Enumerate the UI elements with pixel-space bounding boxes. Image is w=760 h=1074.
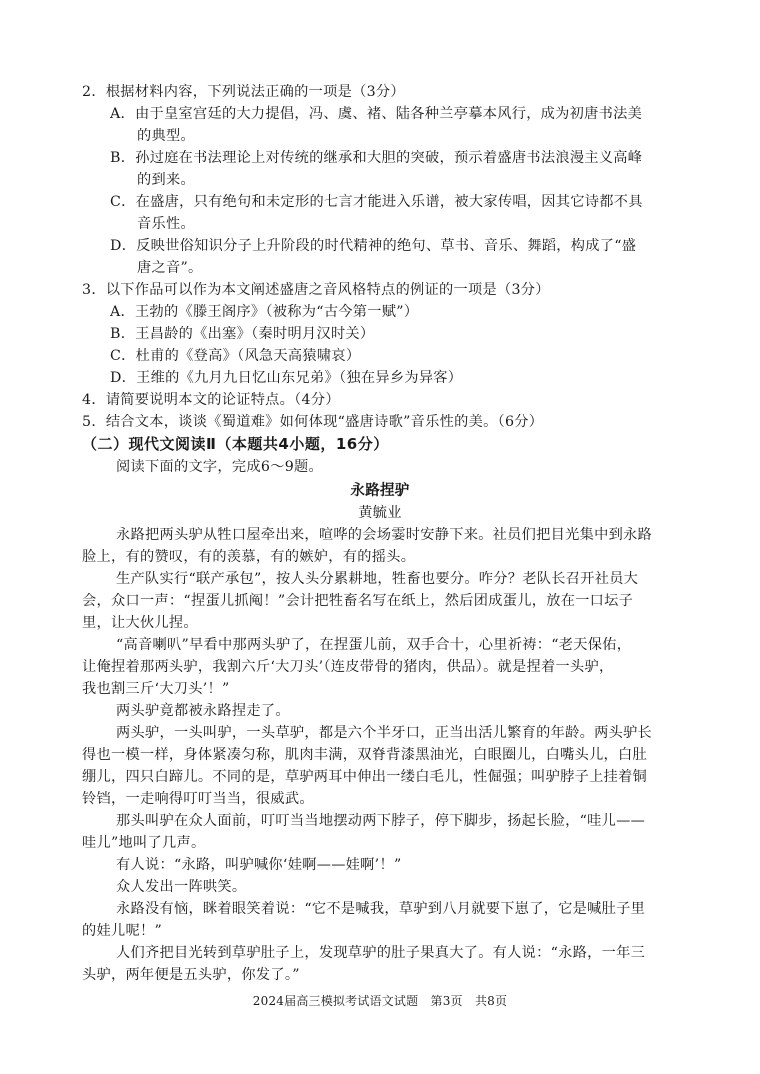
paragraph-9-line2: 的娃儿呢！” — [82, 923, 162, 939]
story-title: 永路捏驴 — [350, 483, 410, 499]
paragraph-2-line2: 会，众口一声：“捏蛋儿抓阄！”会计把牲畜名写在纸上，然后团成蛋儿，放在一口坛子 — [82, 593, 634, 609]
q2-option-d-line2: 唐之音”。 — [137, 260, 203, 276]
question-3-stem: 3．以下作品可以作为本文阐述盛唐之音风格特点的例证的一项是（3分） — [82, 282, 550, 298]
page-footer: 2024届高三模拟考试语文试题 第3页 共8页 — [252, 994, 508, 1008]
paragraph-9-line1: 永路没有恼，眯着眼笑着说：“它不是喊我，草驴到八月就要下崽了，它是喊肚子里 — [116, 901, 646, 917]
paragraph-2-line1: 生产队实行“联产承包”，按人头分累耕地，牲畜也要分。咋分？老队长召开社员大 — [116, 571, 639, 587]
paragraph-8: 众人发出一阵哄笑。 — [116, 879, 247, 895]
paragraph-3-line1: “高音喇叭”早看中那两头驴了，在捏蛋儿前，双手合十，心里祈祷：“老天保佑， — [116, 637, 632, 653]
paragraph-5-line1: 两头驴，一头叫驴，一头草驴，都是六个半牙口，正当出活儿繁育的年龄。两头驴长 — [116, 725, 653, 741]
q2-option-b-line1: B．孙过庭在书法理论上对传统的继承和大胆的突破，预示着盛唐书法浪漫主义高峰 — [110, 150, 643, 166]
paragraph-7: 有人说：“永路，叫驴喊你‘娃啊——娃啊’！” — [116, 857, 402, 873]
paragraph-1-line1: 永路把两头驴从牲口屋牵出来，喧哗的会场霎时安静下来。社员们把目光集中到永路 — [116, 527, 653, 543]
paragraph-10-line1: 人们齐把目光转到草驴肚子上，发现草驴的肚子果真大了。有人说：“永路，一年三 — [116, 945, 646, 961]
q3-option-a: A．王勃的《滕王阁序》（被称为“古今第一赋”） — [110, 304, 419, 320]
story-author: 黄毓业 — [358, 505, 402, 521]
q2-option-c-line2: 音乐性。 — [137, 216, 195, 232]
q3-option-c: C．杜甫的《登高》（风急天高猿啸哀） — [110, 348, 361, 364]
q3-option-d: D．王维的《九月九日忆山东兄弟》（独在异乡为异客） — [110, 370, 463, 386]
q2-option-c-line1: C．在盛唐，只有绝句和未定形的七言才能进入乐谱，被大家传唱，因其它诗都不具 — [110, 194, 643, 210]
paragraph-6-line1: 那头叫驴在众人面前，叮叮当当地摆动两下脖子，停下脚步，扬起长脸，“哇儿—— — [116, 813, 646, 829]
paragraph-4: 两头驴竟都被永路捏走了。 — [116, 703, 290, 719]
paragraph-2-line3: 里，让大伙儿捏。 — [82, 615, 198, 631]
section-heading: （二）现代文阅读Ⅱ（本题共4小题，16分） — [82, 435, 389, 453]
paragraph-3-line2: 让俺捏着那两头驴，我割六斤‘大刀头’（连皮带骨的猪肉，供品）。就是捏着一头驴， — [82, 659, 614, 675]
question-4: 4．请简要说明本文的论证特点。（4分） — [82, 392, 340, 408]
paragraph-5-line2: 得也一模一样，身体紧凑匀称，肌肉丰满，双脊背漆黑油光，白眼圈儿，白嘴头儿，白肚 — [82, 747, 648, 763]
q3-option-b: B．王昌龄的《出塞》（秦时明月汉时关） — [110, 326, 375, 342]
paragraph-6-line2: 哇儿”地叫了几声。 — [82, 835, 206, 851]
paragraph-5-line3: 绷儿，四只白蹄儿。不同的是，草驴两耳中伸出一缕白毛儿，性倔强；叫驴脖子上挂着铜 — [82, 769, 648, 785]
question-5: 5．结合文本，谈谈《蜀道难》如何体现“盛唐诗歌”音乐性的美。（6分） — [82, 414, 544, 430]
q2-option-a-line2: 的典型。 — [137, 128, 195, 144]
reading-instruction: 阅读下面的文字，完成6～9题。 — [116, 459, 323, 475]
paragraph-1-line2: 脸上，有的赞叹，有的羡慕，有的嫉妒，有的摇头。 — [82, 549, 416, 565]
q2-option-d-line1: D．反映世俗知识分子上升阶段的时代精神的绝句、草书、音乐、舞蹈，构成了“盛 — [110, 238, 637, 254]
question-2-stem: 2．根据材料内容，下列说法正确的一项是（3分） — [82, 84, 405, 100]
q2-option-b-line2: 的到来。 — [137, 172, 195, 188]
paragraph-5-line4: 铃铛，一走响得叮叮当当，很威武。 — [82, 791, 314, 807]
q2-option-a-line1: A．由于皇室宫廷的大力提倡，冯、虞、褚、陆各种兰亭摹本风行，成为初唐书法美 — [110, 106, 643, 122]
paragraph-10-line2: 头驴，两年便是五头驴，你发了。” — [82, 967, 300, 983]
paragraph-3-line3: 我也割三斤‘大刀头’！” — [82, 681, 230, 697]
